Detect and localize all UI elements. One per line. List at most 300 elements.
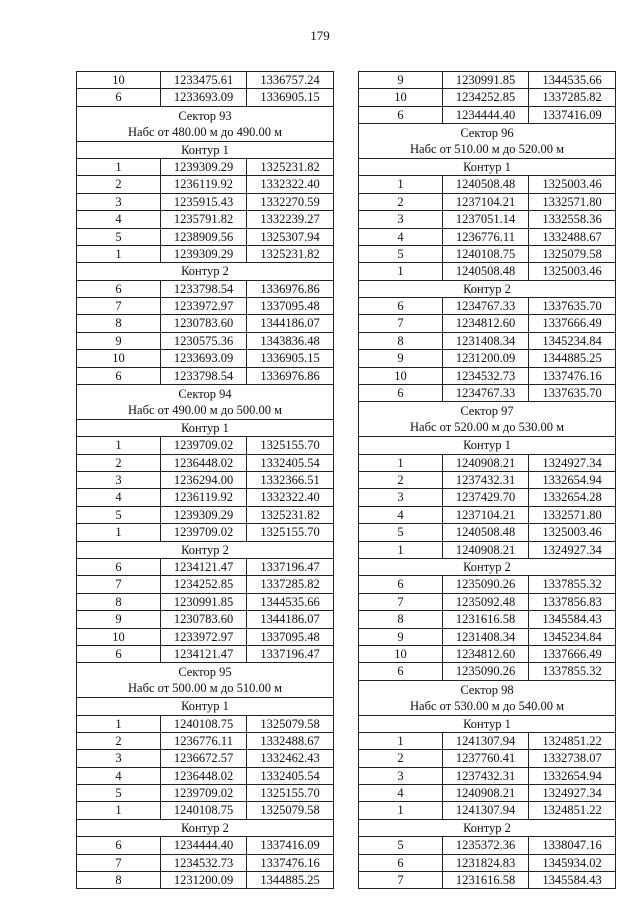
point-number-cell: 1 <box>359 733 443 749</box>
y-coordinate-cell: 1336905.15 <box>260 351 320 366</box>
table-row <box>359 72 615 89</box>
x-coordinate-cell: 1241307.94 <box>443 802 529 818</box>
table-row <box>77 229 333 246</box>
table-row <box>77 455 333 472</box>
point-number-cell: 1 <box>359 176 443 192</box>
table-row <box>359 611 615 628</box>
x-coordinate-cell: 1235090.26 <box>443 663 529 679</box>
sector-header <box>77 385 333 420</box>
contour-header: Контур 1 <box>77 420 333 437</box>
x-coordinate-cell: 1239309.29 <box>161 159 247 175</box>
y-coordinate-cell: 1332239.27 <box>260 212 320 227</box>
y-coordinate-cell: 1332405.54 <box>260 768 320 783</box>
y-coordinate-cell: 1325231.82 <box>260 246 320 261</box>
x-coordinate-cell: 1236672.57 <box>161 750 247 766</box>
x-coordinate-cell: 1234532.73 <box>161 855 247 871</box>
y-coordinate-cell: 1332405.54 <box>260 455 320 470</box>
y-coordinate-cell: 1345234.84 <box>542 333 602 348</box>
x-coordinate-cell: 1230783.60 <box>161 315 247 331</box>
sector-title: Сектор 98 <box>460 682 514 697</box>
y-coordinate-cell: 1337666.49 <box>542 646 602 661</box>
y-coordinate-cell: 1324927.34 <box>542 786 602 801</box>
contour-header: Контур 2 <box>77 263 333 280</box>
table-row <box>77 315 333 332</box>
y-coordinate-cell: 1332738.07 <box>542 751 602 766</box>
x-coordinate-cell: 1234444.40 <box>161 837 247 853</box>
contour-header: Контур 2 <box>77 542 333 559</box>
table-row <box>359 785 615 802</box>
y-coordinate-cell: 1325155.70 <box>260 525 320 540</box>
y-coordinate-cell: 1345934.02 <box>542 855 602 870</box>
contour-header: Контур 2 <box>77 820 333 837</box>
contour-header: Контур 2 <box>359 820 615 837</box>
y-coordinate-cell: 1332462.43 <box>260 751 320 766</box>
coordinates-table-left <box>76 71 334 889</box>
point-number-cell: 5 <box>77 785 161 801</box>
point-number-cell: 3 <box>359 211 443 227</box>
point-number-cell: 3 <box>359 489 443 505</box>
x-coordinate-cell: 1230991.85 <box>443 72 529 88</box>
point-number-cell: 4 <box>77 211 161 227</box>
table-row <box>77 350 333 367</box>
point-number-cell: 10 <box>359 89 443 105</box>
x-coordinate-cell: 1241307.94 <box>443 733 529 749</box>
table-row <box>77 750 333 767</box>
table-row <box>359 89 615 106</box>
y-coordinate-cell: 1337476.16 <box>542 368 602 383</box>
table-row <box>359 246 615 263</box>
x-coordinate-cell: 1234532.73 <box>443 368 529 384</box>
contour-header: Контур 1 <box>359 159 615 176</box>
point-number-cell: 8 <box>359 611 443 627</box>
table-row <box>359 872 615 889</box>
table-row <box>359 455 615 472</box>
table-row <box>359 524 615 541</box>
y-coordinate-cell: 1325155.70 <box>260 438 320 453</box>
sector-header <box>359 681 615 716</box>
y-coordinate-cell: 1337416.09 <box>260 838 320 853</box>
y-coordinate-cell: 1345584.43 <box>542 873 602 888</box>
table-row <box>359 107 615 124</box>
x-coordinate-cell: 1230991.85 <box>161 594 247 610</box>
point-number-cell: 7 <box>77 298 161 314</box>
table-row <box>359 385 615 402</box>
table-row <box>77 646 333 663</box>
point-number-cell: 7 <box>77 855 161 871</box>
y-coordinate-cell: 1337095.48 <box>260 629 320 644</box>
x-coordinate-cell: 1237104.21 <box>443 507 529 523</box>
x-coordinate-cell: 1233693.09 <box>161 350 247 366</box>
table-row <box>77 611 333 628</box>
point-number-cell: 1 <box>77 524 161 540</box>
table-row <box>359 855 615 872</box>
sector-title: Сектор 94 <box>178 387 232 402</box>
y-coordinate-cell: 1332654.94 <box>542 768 602 783</box>
table-row <box>77 559 333 576</box>
x-coordinate-cell: 1239709.02 <box>161 785 247 801</box>
y-coordinate-cell: 1337666.49 <box>542 316 602 331</box>
point-number-cell: 8 <box>359 333 443 349</box>
x-coordinate-cell: 1233693.09 <box>161 89 247 105</box>
y-coordinate-cell: 1336976.86 <box>260 281 320 296</box>
point-number-cell: 1 <box>359 455 443 471</box>
y-coordinate-cell: 1345234.84 <box>542 629 602 644</box>
table-row <box>77 837 333 854</box>
x-coordinate-cell: 1233798.54 <box>161 368 247 384</box>
point-number-cell: 5 <box>359 837 443 853</box>
table-row <box>359 507 615 524</box>
x-coordinate-cell: 1231616.58 <box>443 611 529 627</box>
y-coordinate-cell: 1332488.67 <box>542 229 602 244</box>
sector-height-range: Набс от 480.00 м до 490.00 м <box>128 124 282 139</box>
point-number-cell: 6 <box>359 663 443 679</box>
table-row <box>359 472 615 489</box>
table-row <box>359 802 615 819</box>
y-coordinate-cell: 1337855.32 <box>542 577 602 592</box>
x-coordinate-cell: 1237051.14 <box>443 211 529 227</box>
y-coordinate-cell: 1324927.34 <box>542 542 602 557</box>
y-coordinate-cell: 1344535.66 <box>542 73 602 87</box>
table-row <box>77 507 333 524</box>
point-number-cell: 9 <box>77 611 161 627</box>
y-coordinate-cell: 1337635.70 <box>542 386 602 401</box>
x-coordinate-cell: 1234767.33 <box>443 385 529 401</box>
point-number-cell: 2 <box>77 176 161 192</box>
contour-header: Контур 2 <box>359 559 615 576</box>
table-row <box>77 246 333 263</box>
table-row <box>359 542 615 559</box>
table-row <box>359 176 615 193</box>
x-coordinate-cell: 1240108.75 <box>443 246 529 262</box>
table-row <box>77 159 333 176</box>
x-coordinate-cell: 1237429.70 <box>443 489 529 505</box>
x-coordinate-cell: 1235090.26 <box>443 576 529 592</box>
sector-title: Сектор 93 <box>178 108 232 123</box>
table-row <box>77 716 333 733</box>
table-row <box>359 333 615 350</box>
x-coordinate-cell: 1231200.09 <box>161 872 247 888</box>
point-number-cell: 5 <box>77 229 161 245</box>
point-number-cell: 7 <box>359 315 443 331</box>
table-row <box>77 576 333 593</box>
x-coordinate-cell: 1236448.02 <box>161 455 247 471</box>
sector-header <box>359 124 615 159</box>
point-number-cell: 6 <box>359 855 443 871</box>
x-coordinate-cell: 1236448.02 <box>161 768 247 784</box>
point-number-cell: 8 <box>77 594 161 610</box>
y-coordinate-cell: 1337095.48 <box>260 299 320 314</box>
x-coordinate-cell: 1231200.09 <box>443 350 529 366</box>
y-coordinate-cell: 1337855.32 <box>542 664 602 679</box>
x-coordinate-cell: 1231408.34 <box>443 629 529 645</box>
point-number-cell: 3 <box>77 750 161 766</box>
x-coordinate-cell: 1236119.92 <box>161 176 247 192</box>
x-coordinate-cell: 1238909.56 <box>161 229 247 245</box>
x-coordinate-cell: 1230783.60 <box>161 611 247 627</box>
y-coordinate-cell: 1338047.16 <box>542 838 602 853</box>
y-coordinate-cell: 1324851.22 <box>542 803 602 818</box>
point-number-cell: 1 <box>77 437 161 453</box>
y-coordinate-cell: 1332366.51 <box>260 473 320 488</box>
x-coordinate-cell: 1234252.85 <box>161 576 247 592</box>
point-number-cell: 3 <box>359 768 443 784</box>
y-coordinate-cell: 1325003.46 <box>542 264 602 279</box>
y-coordinate-cell: 1337196.47 <box>260 646 320 661</box>
table-row <box>359 768 615 785</box>
y-coordinate-cell: 1336976.86 <box>260 368 320 383</box>
table-row <box>359 576 615 593</box>
table-row <box>77 785 333 802</box>
point-number-cell: 4 <box>359 229 443 245</box>
y-coordinate-cell: 1325307.94 <box>260 229 320 244</box>
table-row <box>77 733 333 750</box>
x-coordinate-cell: 1236294.00 <box>161 472 247 488</box>
table-row <box>77 176 333 193</box>
point-number-cell: 1 <box>359 542 443 558</box>
x-coordinate-cell: 1239709.02 <box>161 524 247 540</box>
table-row <box>77 524 333 541</box>
y-coordinate-cell: 1344885.25 <box>542 351 602 366</box>
table-row <box>77 298 333 315</box>
point-number-cell: 5 <box>359 524 443 540</box>
point-number-cell: 4 <box>77 489 161 505</box>
y-coordinate-cell: 1325003.46 <box>542 177 602 192</box>
sector-title: Сектор 97 <box>460 404 514 419</box>
point-number-cell: 6 <box>77 646 161 662</box>
x-coordinate-cell: 1236776.11 <box>161 733 247 749</box>
point-number-cell: 6 <box>359 107 443 123</box>
table-row <box>359 368 615 385</box>
point-number-cell: 9 <box>77 333 161 349</box>
x-coordinate-cell: 1231408.34 <box>443 333 529 349</box>
x-coordinate-cell: 1240908.21 <box>443 455 529 471</box>
point-number-cell: 7 <box>77 576 161 592</box>
x-coordinate-cell: 1235092.48 <box>443 594 529 610</box>
x-coordinate-cell: 1240908.21 <box>443 785 529 801</box>
point-number-cell: 3 <box>77 194 161 210</box>
x-coordinate-cell: 1237760.41 <box>443 750 529 766</box>
x-coordinate-cell: 1236119.92 <box>161 489 247 505</box>
point-number-cell: 1 <box>359 263 443 279</box>
point-number-cell: 4 <box>77 768 161 784</box>
table-row <box>359 211 615 228</box>
table-row <box>77 489 333 506</box>
y-coordinate-cell: 1337476.16 <box>260 855 320 870</box>
point-number-cell: 6 <box>77 368 161 384</box>
x-coordinate-cell: 1234812.60 <box>443 315 529 331</box>
point-number-cell: 4 <box>359 507 443 523</box>
point-number-cell: 7 <box>359 872 443 888</box>
table-row <box>77 281 333 298</box>
x-coordinate-cell: 1237432.31 <box>443 472 529 488</box>
table-row <box>359 194 615 211</box>
point-number-cell: 2 <box>359 750 443 766</box>
point-number-cell: 6 <box>359 385 443 401</box>
table-row <box>359 646 615 663</box>
x-coordinate-cell: 1240508.48 <box>443 263 529 279</box>
y-coordinate-cell: 1325079.58 <box>260 716 320 731</box>
table-row <box>77 437 333 454</box>
x-coordinate-cell: 1234252.85 <box>443 89 529 105</box>
point-number-cell: 1 <box>77 716 161 732</box>
point-number-cell: 6 <box>77 837 161 853</box>
y-coordinate-cell: 1337285.82 <box>542 90 602 105</box>
point-number-cell: 2 <box>359 472 443 488</box>
y-coordinate-cell: 1325079.58 <box>542 246 602 261</box>
x-coordinate-cell: 1233972.97 <box>161 629 247 645</box>
point-number-cell: 6 <box>359 298 443 314</box>
table-row <box>77 629 333 646</box>
point-number-cell: 10 <box>359 646 443 662</box>
y-coordinate-cell: 1344186.07 <box>260 316 320 331</box>
y-coordinate-cell: 1325155.70 <box>260 786 320 801</box>
x-coordinate-cell: 1240508.48 <box>443 524 529 540</box>
y-coordinate-cell: 1336757.24 <box>260 73 320 87</box>
x-coordinate-cell: 1231824.83 <box>443 855 529 871</box>
y-coordinate-cell: 1332571.80 <box>542 194 602 209</box>
point-number-cell: 6 <box>359 576 443 592</box>
y-coordinate-cell: 1337196.47 <box>260 559 320 574</box>
table-row <box>77 368 333 385</box>
x-coordinate-cell: 1235915.43 <box>161 194 247 210</box>
table-row <box>359 315 615 332</box>
table-row <box>359 489 615 506</box>
y-coordinate-cell: 1325231.82 <box>260 159 320 174</box>
x-coordinate-cell: 1234121.47 <box>161 559 247 575</box>
contour-header: Контур 2 <box>359 281 615 298</box>
point-number-cell: 6 <box>77 559 161 575</box>
table-row <box>359 837 615 854</box>
point-number-cell: 7 <box>359 594 443 610</box>
y-coordinate-cell: 1344186.07 <box>260 612 320 627</box>
x-coordinate-cell: 1234767.33 <box>443 298 529 314</box>
point-number-cell: 3 <box>77 472 161 488</box>
x-coordinate-cell: 1240908.21 <box>443 542 529 558</box>
table-row <box>77 472 333 489</box>
x-coordinate-cell: 1233475.61 <box>161 72 247 88</box>
x-coordinate-cell: 1239709.02 <box>161 437 247 453</box>
point-number-cell: 5 <box>77 507 161 523</box>
sector-height-range: Набс от 510.00 м до 520.00 м <box>410 142 564 157</box>
y-coordinate-cell: 1324927.34 <box>542 455 602 470</box>
x-coordinate-cell: 1233972.97 <box>161 298 247 314</box>
x-coordinate-cell: 1235791.82 <box>161 211 247 227</box>
x-coordinate-cell: 1234121.47 <box>161 646 247 662</box>
y-coordinate-cell: 1337635.70 <box>542 299 602 314</box>
y-coordinate-cell: 1325079.58 <box>260 803 320 818</box>
table-row <box>359 350 615 367</box>
contour-header: Контур 1 <box>359 716 615 733</box>
table-row <box>77 768 333 785</box>
x-coordinate-cell: 1237104.21 <box>443 194 529 210</box>
sector-header <box>77 107 333 142</box>
contour-header: Контур 1 <box>77 142 333 159</box>
x-coordinate-cell: 1237432.31 <box>443 768 529 784</box>
point-number-cell: 2 <box>359 194 443 210</box>
sector-height-range: Набс от 500.00 м до 510.00 м <box>128 681 282 696</box>
x-coordinate-cell: 1240108.75 <box>161 716 247 732</box>
y-coordinate-cell: 1332571.80 <box>542 507 602 522</box>
y-coordinate-cell: 1332322.40 <box>260 177 320 192</box>
table-row <box>77 211 333 228</box>
table-row <box>77 802 333 819</box>
table-row <box>77 594 333 611</box>
y-coordinate-cell: 1332322.40 <box>260 490 320 505</box>
point-number-cell: 1 <box>77 159 161 175</box>
point-number-cell: 1 <box>77 802 161 818</box>
y-coordinate-cell: 1336905.15 <box>260 90 320 105</box>
x-coordinate-cell: 1233798.54 <box>161 281 247 297</box>
table-row <box>359 298 615 315</box>
table-row <box>359 733 615 750</box>
y-coordinate-cell: 1332654.28 <box>542 490 602 505</box>
x-coordinate-cell: 1239309.29 <box>161 507 247 523</box>
table-row <box>359 263 615 280</box>
point-number-cell: 10 <box>77 72 161 88</box>
x-coordinate-cell: 1230575.36 <box>161 333 247 349</box>
table-row <box>359 629 615 646</box>
contour-header: Контур 1 <box>77 698 333 715</box>
y-coordinate-cell: 1337285.82 <box>260 577 320 592</box>
y-coordinate-cell: 1344535.66 <box>260 594 320 609</box>
point-number-cell: 9 <box>359 629 443 645</box>
y-coordinate-cell: 1325003.46 <box>542 525 602 540</box>
point-number-cell: 4 <box>359 785 443 801</box>
point-number-cell: 9 <box>359 72 443 88</box>
y-coordinate-cell: 1324851.22 <box>542 733 602 748</box>
point-number-cell: 8 <box>77 872 161 888</box>
y-coordinate-cell: 1337856.83 <box>542 594 602 609</box>
sector-height-range: Набс от 530.00 м до 540.00 м <box>410 698 564 713</box>
y-coordinate-cell: 1332270.59 <box>260 194 320 209</box>
page-number: 179 <box>310 28 330 43</box>
y-coordinate-cell: 1344885.25 <box>260 873 320 888</box>
x-coordinate-cell: 1240508.48 <box>443 176 529 192</box>
point-number-cell: 10 <box>359 368 443 384</box>
point-number-cell: 6 <box>77 89 161 105</box>
point-number-cell: 9 <box>359 350 443 366</box>
sector-height-range: Набс от 520.00 м до 530.00 м <box>410 420 564 435</box>
y-coordinate-cell: 1332558.36 <box>542 212 602 227</box>
x-coordinate-cell: 1234444.40 <box>443 107 529 123</box>
table-row <box>359 594 615 611</box>
x-coordinate-cell: 1239309.29 <box>161 246 247 262</box>
x-coordinate-cell: 1231616.58 <box>443 872 529 888</box>
table-row <box>359 750 615 767</box>
table-row <box>77 855 333 872</box>
table-row <box>77 872 333 889</box>
point-number-cell: 10 <box>77 350 161 366</box>
point-number-cell: 5 <box>359 246 443 262</box>
point-number-cell: 6 <box>77 281 161 297</box>
y-coordinate-cell: 1325231.82 <box>260 507 320 522</box>
y-coordinate-cell: 1345584.43 <box>542 612 602 627</box>
sector-title: Сектор 95 <box>178 665 232 680</box>
contour-header: Контур 1 <box>359 437 615 454</box>
x-coordinate-cell: 1236776.11 <box>443 229 529 245</box>
x-coordinate-cell: 1235372.36 <box>443 837 529 853</box>
table-row <box>77 89 333 106</box>
table-row <box>77 72 333 89</box>
sector-header <box>77 663 333 698</box>
sector-title: Сектор 96 <box>460 126 514 141</box>
coordinates-table-right <box>358 71 616 889</box>
table-row <box>77 194 333 211</box>
sector-height-range: Набс от 490.00 м до 500.00 м <box>128 403 282 418</box>
point-number-cell: 2 <box>77 733 161 749</box>
table-row <box>77 333 333 350</box>
table-row <box>359 229 615 246</box>
